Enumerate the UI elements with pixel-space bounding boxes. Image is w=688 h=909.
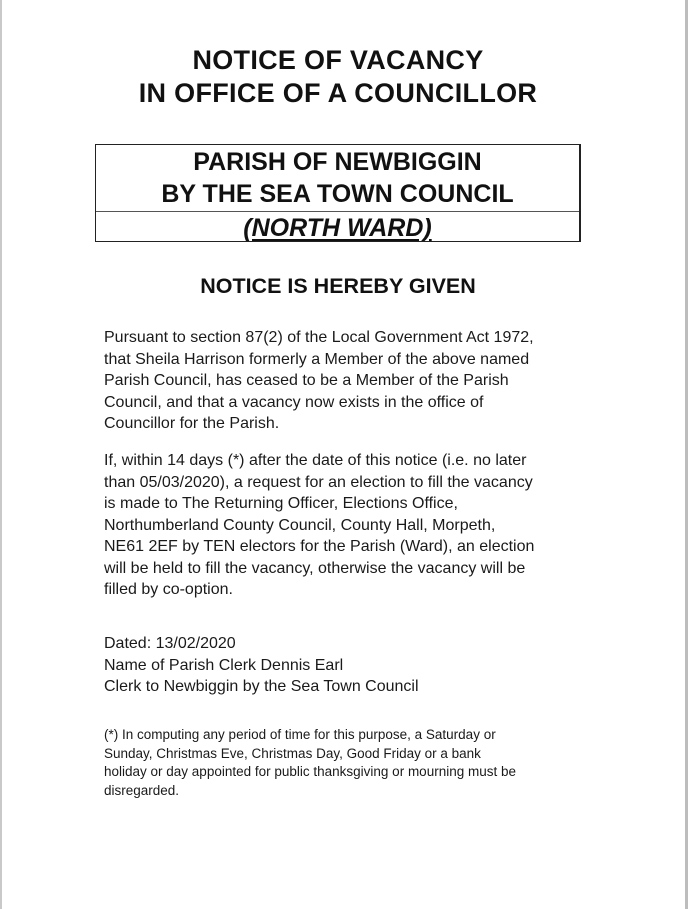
- footnote: [104, 726, 516, 800]
- footnote-line: Sunday, Christmas Eve, Christmas Day, Good Friday or a bank: [104, 745, 481, 761]
- footnote-line: (*) In computing any period of time for this purpose, a Saturday or: [104, 727, 496, 742]
- paragraph-line: Councillor for the Parish.: [104, 415, 280, 432]
- paragraph-line: If, within 14 days (*) after the date of this notice (i.e. no later: [104, 452, 527, 469]
- parish-name-line-1: PARISH OF NEWBIGGIN: [193, 148, 482, 176]
- footnote-line: disregarded.: [104, 782, 180, 798]
- page-edge-left: [0, 0, 2, 909]
- paragraph-line: than 05/03/2020), a request for an election to fill the vacancy: [104, 473, 533, 491]
- paragraph-vacancy: [104, 327, 584, 435]
- paragraph-line: NE61 2EF by TEN electors for the Parish (Ward), an election: [104, 538, 535, 555]
- clerk-role-line: Clerk to Newbiggin by the Sea Town Council: [104, 678, 419, 695]
- ward-name: (NORTH WARD): [243, 214, 432, 242]
- paragraph-line: is made to The Returning Officer, Elections Office,: [104, 495, 458, 512]
- paragraph-line: filled by co-option.: [104, 581, 233, 598]
- paragraph-line: Pursuant to section 87(2) of the Local Government Act 1972,: [104, 329, 534, 346]
- paragraph-election-request: [104, 450, 584, 601]
- clerk-name-line: Name of Parish Clerk Dennis Earl: [104, 656, 344, 674]
- title-line-2: IN OFFICE OF A COUNCILLOR: [138, 78, 538, 108]
- notice-heading: NOTICE IS HEREBY GIVEN: [200, 274, 476, 298]
- footnote-line: holiday or day appointed for public thanksgiving or mourning must be: [104, 764, 516, 779]
- parish-box-divider: [96, 211, 579, 212]
- paragraph-line: that Sheila Harrison formerly a Member of the above named: [104, 350, 530, 368]
- paragraph-line: Council, and that a vacancy now exists in the office of: [104, 393, 484, 411]
- dated-line: Dated: 13/02/2020: [104, 635, 236, 652]
- parish-box: [95, 144, 581, 242]
- paragraph-line: Parish Council, has ceased to be a Member of the Parish: [104, 372, 509, 389]
- paragraph-line: will be held to fill the vacancy, otherwise the vacancy will be: [104, 559, 526, 577]
- title-line-1: NOTICE OF VACANCY: [192, 45, 484, 75]
- signature-block: [104, 633, 419, 698]
- paragraph-line: Northumberland County Council, County Hall, Morpeth,: [104, 516, 496, 534]
- notice-title: [0, 44, 676, 110]
- parish-name-line-2: BY THE SEA TOWN COUNCIL: [161, 180, 514, 208]
